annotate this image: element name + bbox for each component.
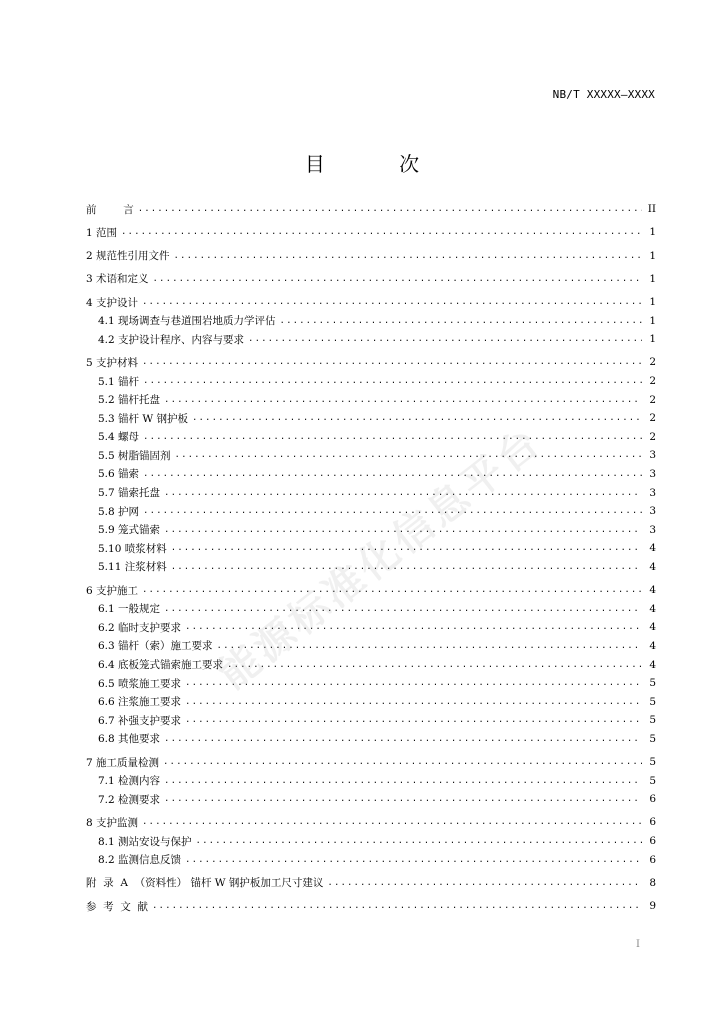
toc-entry-label: 5.4 螺母 xyxy=(98,431,140,444)
toc-entry-page: 3 xyxy=(649,449,656,462)
toc-entry-page: 4 xyxy=(649,560,656,573)
toc-leader-dots xyxy=(227,660,642,670)
toc-entry-label: 6.8 其他要求 xyxy=(98,733,161,746)
toc-leader-dots xyxy=(280,316,642,326)
toc-entry-label: 6.7 补强支护要求 xyxy=(98,714,182,727)
toc-entry-label: 5.9 笼式锚索 xyxy=(98,524,161,537)
toc-entry-page: 6 xyxy=(649,793,656,806)
toc-entry-label: 5.1 锚杆 xyxy=(98,375,140,388)
toc-leader-dots xyxy=(164,525,642,535)
toc-leader-dots xyxy=(142,585,642,595)
toc-leader-dots xyxy=(174,251,642,261)
toc-leader-dots xyxy=(142,357,642,367)
toc-entry-page: 1 xyxy=(649,272,656,285)
toc-entry-label: 6.6 注浆施工要求 xyxy=(98,696,182,709)
toc-entry[interactable] xyxy=(86,246,656,265)
toc-entry[interactable] xyxy=(86,558,656,577)
toc-entry-page: 2 xyxy=(649,356,656,369)
standard-code: NB/T XXXXX—XXXX xyxy=(552,88,655,101)
toc-entry-label: 4.2 支护设计程序、内容与要求 xyxy=(98,333,245,346)
toc-entry[interactable] xyxy=(86,446,656,465)
toc-entry-page: 4 xyxy=(649,542,656,555)
toc-entry-page: 4 xyxy=(649,639,656,652)
toc-entry[interactable] xyxy=(86,483,656,502)
toc-entry-label: 5 支护材料 xyxy=(86,356,139,369)
toc-entry[interactable] xyxy=(86,813,656,832)
toc-entry-label: 5.7 锚索托盘 xyxy=(98,487,161,500)
toc-leader-dots xyxy=(185,622,642,632)
toc-leader-dots xyxy=(153,274,642,284)
toc-leader-dots xyxy=(192,413,642,423)
toc-leader-dots xyxy=(143,376,642,386)
toc-entry[interactable] xyxy=(86,692,656,711)
toc-leader-dots xyxy=(164,604,642,614)
toc-entry-label: 6.4 底板笼式锚索施工要求 xyxy=(98,659,224,672)
page-title: 目 次 xyxy=(304,152,454,176)
toc-entry[interactable] xyxy=(86,372,656,391)
toc-entry[interactable] xyxy=(86,581,656,600)
toc-entry[interactable] xyxy=(86,637,656,656)
toc-entry-page: 3 xyxy=(649,523,656,536)
toc-entry-page: 1 xyxy=(649,333,656,346)
toc-entry-page: 2 xyxy=(649,430,656,443)
toc-entry-page: 3 xyxy=(649,467,656,480)
toc-entry-label: 5.3 锚杆 W 钢护板 xyxy=(98,412,189,425)
toc-leader-dots xyxy=(175,450,642,460)
toc-entry-page: 5 xyxy=(649,756,656,769)
toc-leader-dots xyxy=(143,506,642,516)
toc-entry[interactable] xyxy=(86,502,656,521)
toc-leader-dots xyxy=(164,395,642,405)
toc-entry[interactable] xyxy=(86,311,656,330)
toc-entry-label: 5.11 注浆材料 xyxy=(98,561,167,574)
toc-leader-dots xyxy=(143,432,642,442)
toc-entry-label: 7 施工质量检测 xyxy=(86,756,160,769)
toc-entry[interactable] xyxy=(86,711,656,730)
toc-entry-label: 3 术语和定义 xyxy=(86,273,149,286)
toc-entry-label: 前 言 xyxy=(86,203,134,216)
toc-leader-dots xyxy=(185,715,642,725)
toc-entry[interactable] xyxy=(86,520,656,539)
toc-leader-dots xyxy=(164,488,642,498)
toc-leader-dots xyxy=(171,543,642,553)
toc-entry-label: 4.1 现场调查与巷道围岩地质力学评估 xyxy=(98,315,276,328)
toc-entry[interactable] xyxy=(86,730,656,749)
toc-entry-page: 6 xyxy=(649,816,656,829)
toc-leader-dots xyxy=(142,817,642,827)
toc-leader-dots xyxy=(185,678,642,688)
toc-entry-page: II xyxy=(647,203,656,216)
toc-leader-dots xyxy=(121,227,642,237)
toc-entry[interactable] xyxy=(86,874,656,893)
toc-entry-label: 2 规范性引用文件 xyxy=(86,250,170,263)
toc-entry-label: 8 支护监测 xyxy=(86,816,139,829)
toc-entry-label: 5.8 护网 xyxy=(98,505,140,518)
toc-leader-dots xyxy=(164,734,642,744)
table-of-contents xyxy=(86,200,656,915)
toc-entry-page: 2 xyxy=(649,375,656,388)
toc-entry-page: 1 xyxy=(649,226,656,239)
toc-entry-page: 1 xyxy=(649,249,656,262)
toc-entry-label: 5.2 锚杆托盘 xyxy=(98,394,161,407)
toc-entry-label: 4 支护设计 xyxy=(86,296,139,309)
toc-leader-dots xyxy=(164,776,642,786)
toc-entry[interactable] xyxy=(86,330,656,349)
toc-entry[interactable] xyxy=(86,674,656,693)
watermark: 能源标准化信息平台 xyxy=(210,418,551,699)
toc-leader-dots xyxy=(217,641,642,651)
toc-entry[interactable] xyxy=(86,539,656,558)
toc-entry[interactable] xyxy=(86,223,656,242)
toc-entry[interactable] xyxy=(86,465,656,484)
toc-entry-label: 6.5 喷浆施工要求 xyxy=(98,677,182,690)
toc-leader-dots xyxy=(163,757,642,767)
toc-entry-page: 5 xyxy=(649,695,656,708)
toc-entry-label: 附 录 A （资料性） 锚杆 W 钢护板加工尺寸建议 xyxy=(86,877,324,890)
toc-leader-dots xyxy=(164,794,642,804)
toc-entry-page: 4 xyxy=(649,584,656,597)
toc-entry-page: 3 xyxy=(649,486,656,499)
toc-entry[interactable] xyxy=(86,897,656,916)
toc-entry-page: 4 xyxy=(649,602,656,615)
toc-entry-label: 8.2 监测信息反馈 xyxy=(98,854,182,867)
toc-entry[interactable] xyxy=(86,832,656,851)
footer-page-number: I xyxy=(636,939,640,950)
toc-entry-page: 4 xyxy=(649,621,656,634)
toc-leader-dots xyxy=(327,878,642,888)
toc-entry-label: 参 考 文 献 xyxy=(86,900,149,913)
toc-entry-page: 9 xyxy=(649,900,656,913)
toc-leader-dots xyxy=(152,901,642,911)
toc-entry[interactable] xyxy=(86,771,656,790)
toc-entry[interactable] xyxy=(86,390,656,409)
toc-entry-page: 5 xyxy=(649,774,656,787)
toc-entry[interactable] xyxy=(86,618,656,637)
toc-leader-dots xyxy=(185,855,642,865)
toc-leader-dots xyxy=(248,334,642,344)
toc-entry-label: 7.1 检测内容 xyxy=(98,775,161,788)
toc-entry-label: 6.1 一般规定 xyxy=(98,603,161,616)
toc-entry[interactable] xyxy=(86,293,656,312)
toc-entry-page: 3 xyxy=(649,505,656,518)
toc-entry-label: 1 范围 xyxy=(86,226,118,239)
toc-entry[interactable] xyxy=(86,353,656,372)
toc-entry[interactable] xyxy=(86,599,656,618)
toc-leader-dots xyxy=(142,297,642,307)
toc-leader-dots xyxy=(171,562,642,572)
toc-leader-dots xyxy=(196,836,642,846)
toc-entry-page: 1 xyxy=(649,314,656,327)
toc-leader-dots xyxy=(138,204,642,214)
toc-entry-label: 5.10 喷浆材料 xyxy=(98,542,167,555)
toc-entry[interactable] xyxy=(86,200,656,219)
toc-entry[interactable] xyxy=(86,753,656,772)
toc-entry-page: 5 xyxy=(649,677,656,690)
toc-entry-label: 6 支护施工 xyxy=(86,584,139,597)
toc-entry-label: 8.1 测站安设与保护 xyxy=(98,835,192,848)
toc-entry-label: 7.2 检测要求 xyxy=(98,793,161,806)
toc-entry-page: 2 xyxy=(649,393,656,406)
toc-entry[interactable] xyxy=(86,270,656,289)
toc-entry-label: 5.6 锚索 xyxy=(98,468,140,481)
toc-entry-page: 5 xyxy=(649,714,656,727)
toc-entry-page: 8 xyxy=(649,876,656,889)
toc-entry-label: 6.2 临时支护要求 xyxy=(98,621,182,634)
toc-entry-label: 5.5 树脂锚固剂 xyxy=(98,449,171,462)
toc-leader-dots xyxy=(143,469,642,479)
toc-leader-dots xyxy=(185,697,642,707)
toc-entry[interactable] xyxy=(86,655,656,674)
toc-entry-page: 5 xyxy=(649,732,656,745)
toc-entry[interactable] xyxy=(86,790,656,809)
toc-entry-label: 6.3 锚杆（索）施工要求 xyxy=(98,640,213,653)
toc-entry-page: 4 xyxy=(649,658,656,671)
toc-entry[interactable] xyxy=(86,850,656,869)
toc-entry-page: 6 xyxy=(649,853,656,866)
toc-entry[interactable] xyxy=(86,409,656,428)
toc-entry-page: 2 xyxy=(649,412,656,425)
toc-entry-page: 1 xyxy=(649,296,656,309)
toc-entry-page: 6 xyxy=(649,835,656,848)
toc-entry[interactable] xyxy=(86,428,656,447)
